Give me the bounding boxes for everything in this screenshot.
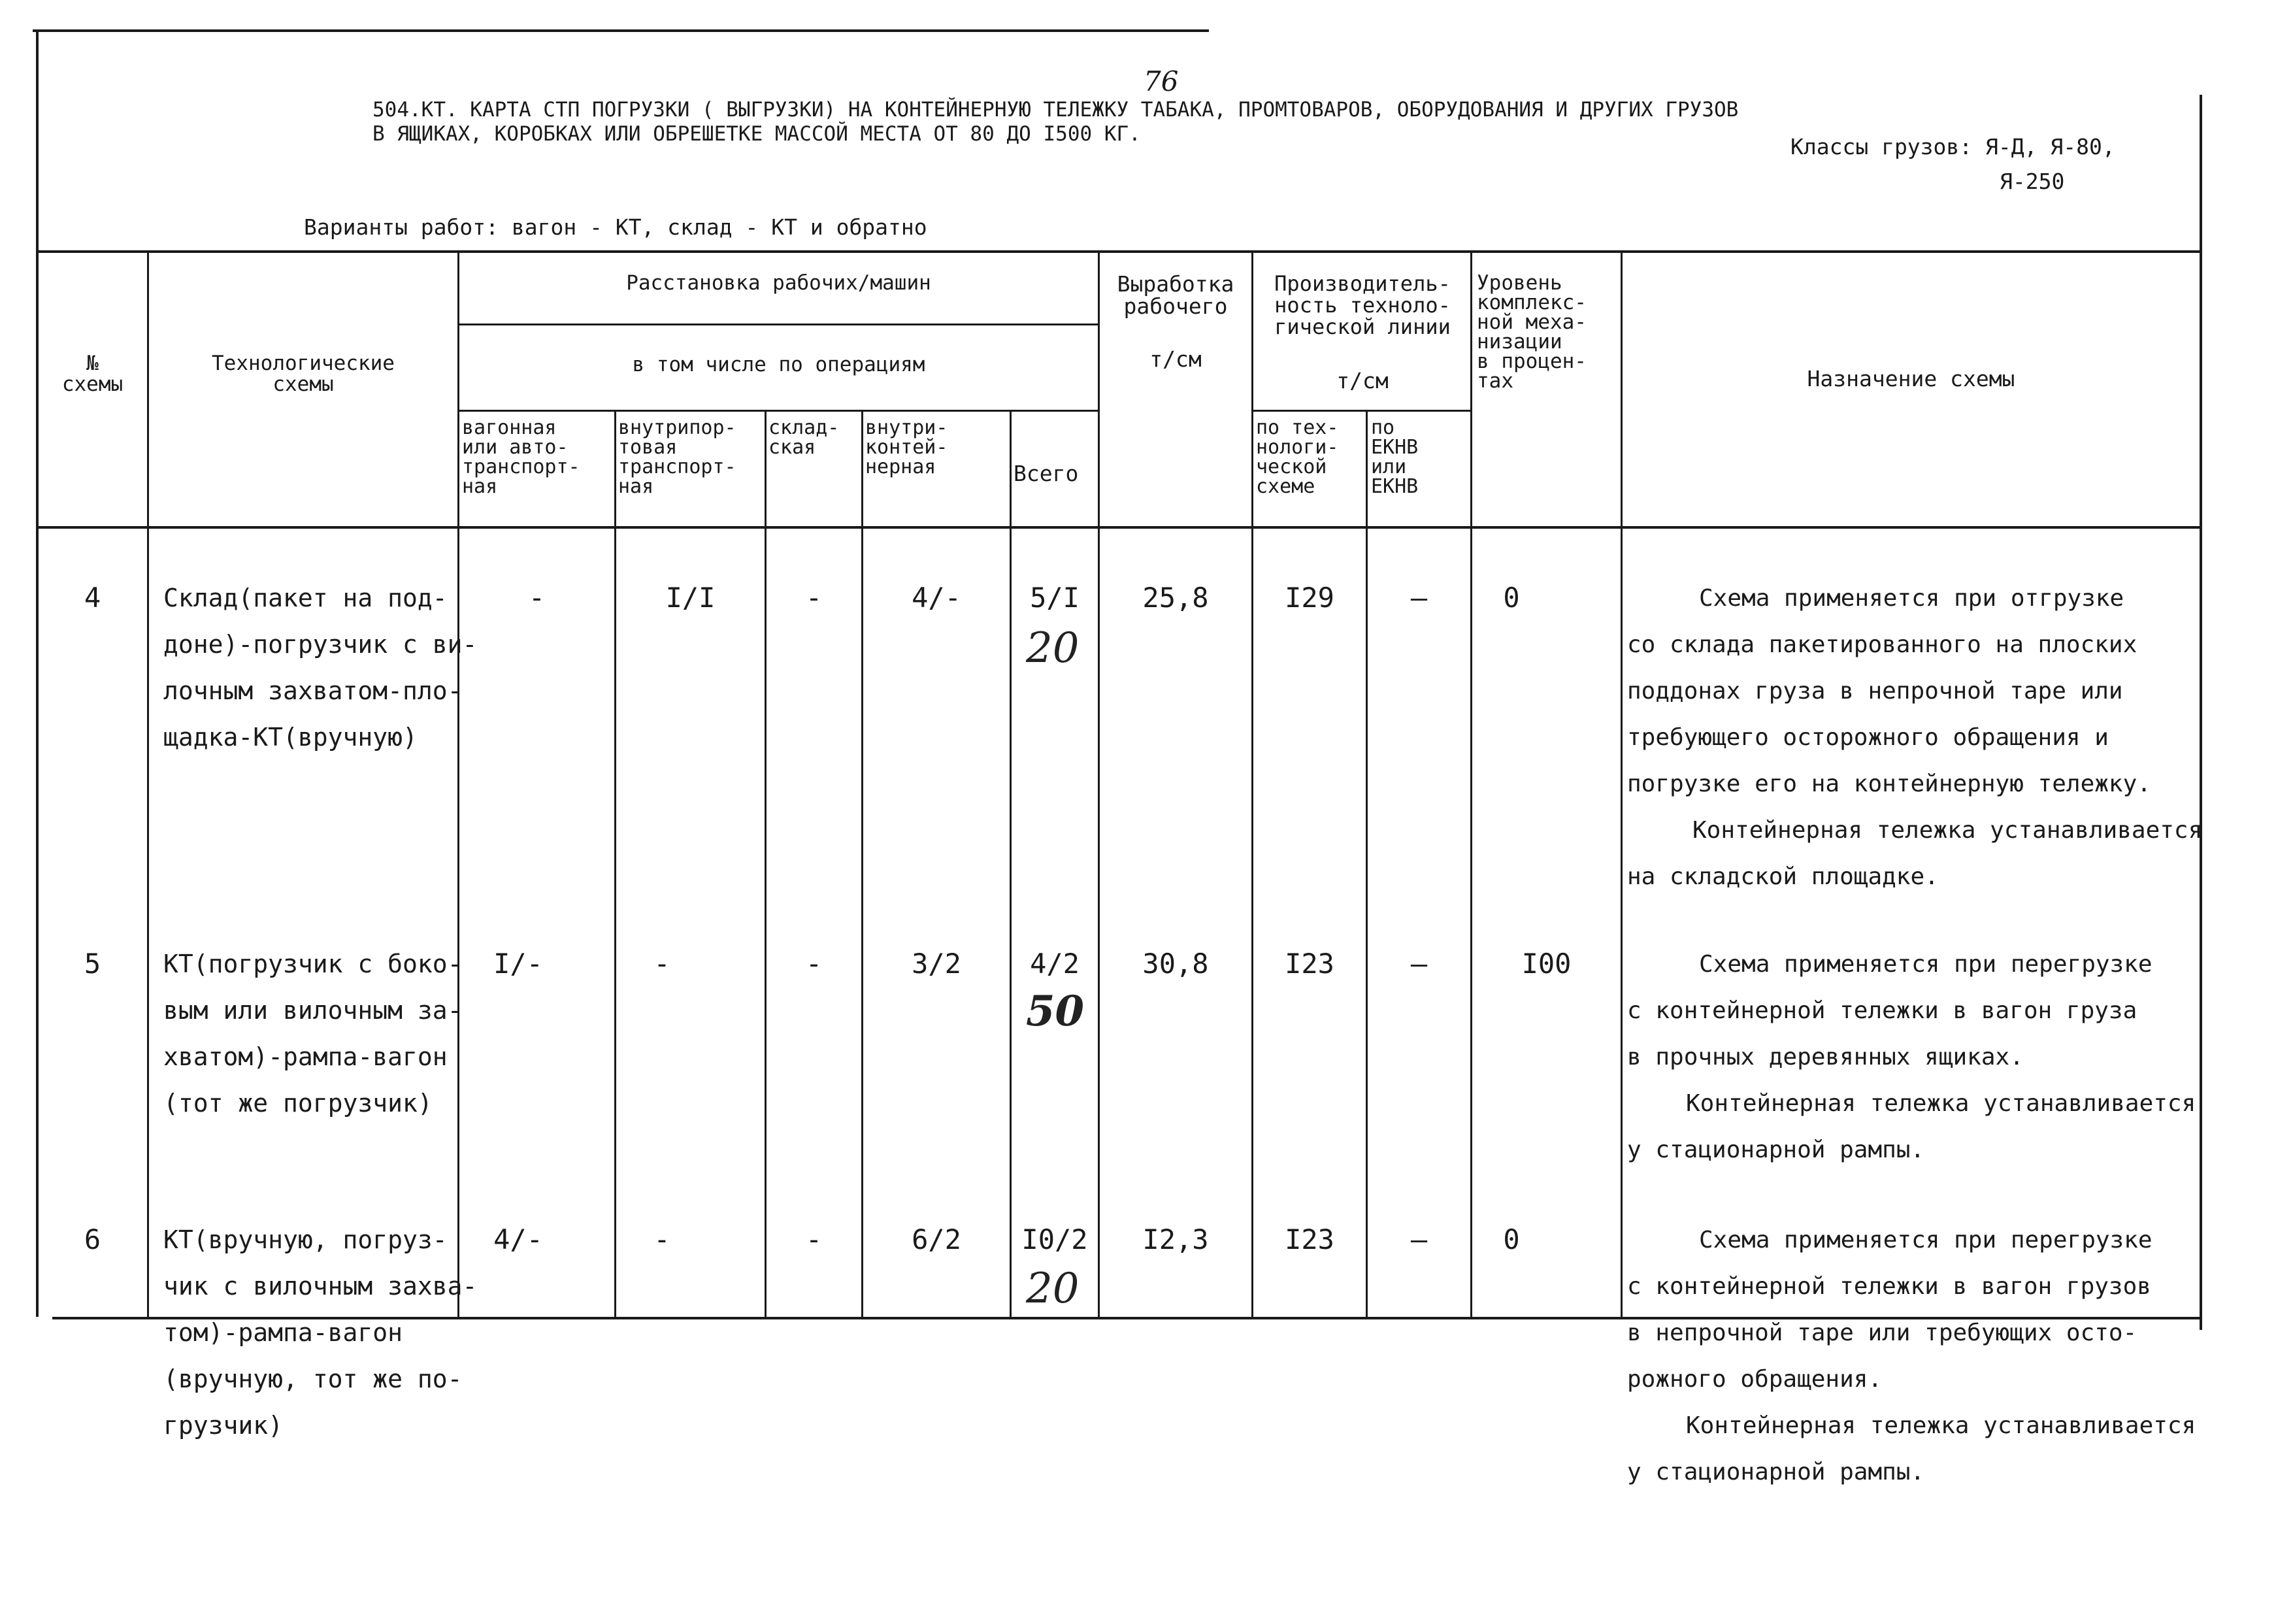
row-4-container: 4/- [912,582,961,614]
row-6-productivity: I23 [1285,1223,1334,1255]
row-6-container: 6/2 [912,1223,961,1255]
header-intraport: внутрипор- товая транспорт- ная [618,416,736,498]
cargo-classes-line-2: Я-250 [2000,169,2065,194]
header-container: внутри- контей- нерная [865,416,948,478]
header-output: Выработка рабочего [1117,271,1234,319]
row-5-handwritten-note: 50 [1026,987,1085,1036]
row-5-container: 3/2 [912,948,961,980]
row-4-num: 4 [84,582,101,614]
row-4-handwritten-note: 20 [1026,624,1080,672]
row-5-tech: КТ(погрузчик с боко- вым или вилочным за- хватом)-рампа-вагон (тот же погрузчик) [163,950,463,1118]
operations-underline [457,410,1098,412]
cargo-classes-line-1: Классы грузов: Я-Д, Я-80, [1790,134,2115,159]
row-4-tech: Склад(пакет на под- доне)-погрузчик с ви- лочным захватом-пло- щадка-КТ(вручную) [163,584,478,752]
row-5-total: 4/2 [1030,948,1080,980]
row-5-wagon: I/- [493,948,543,980]
row-6-total: I0/2 [1021,1223,1088,1255]
header-by-scheme: по тех- нологи- ческой схеме [1256,416,1339,498]
row-4-output: 25,8 [1142,582,1209,614]
header-bottom-line [36,526,2202,529]
row-6-num: 6 [84,1223,101,1255]
row-6-warehouse: - [805,1223,823,1255]
header-mechanization-level: Уровень комплекс- ной меха- низации в процен- тах [1477,271,1587,393]
row-5-mechanization: I00 [1521,948,1572,980]
productivity-underline [1251,410,1470,412]
col-line-5 [861,412,863,1317]
title-line-1: 504.КТ. КАРТА СТП ПОГРУЗКИ ( ВЫГРУЗКИ) НА КОНТЕЙНЕРНУЮ ТЕЛЕЖКУ ТАБАКА, ПРОМТОВАРОВ, ОБОРУДОВАНИЯ И ДРУГИХ ГРУЗОВ [372,98,1739,122]
col-line-4 [765,412,767,1317]
col-line-11 [1621,252,1623,1317]
col-line-10 [1470,252,1472,1317]
placement-underline [457,323,1098,325]
row-6-mechanization: 0 [1503,1223,1520,1255]
header-productivity-unit: т/см [1336,368,1389,393]
header-warehouse: склад- ская [768,416,840,459]
row-4-intraport: I/I [665,582,716,614]
row-4-wagon: - [528,582,546,614]
row-4-eknv: — [1410,582,1428,614]
row-4-total: 5/I [1030,582,1080,614]
col-line-2 [457,252,459,1317]
row-5-intraport: - [653,948,670,980]
col-line-7 [1098,252,1100,1317]
row-4-purpose: Схема применяется при отгрузке со склада пакетированного на плоских поддонах груза в непрочной таре или требующего осторожного обращения и погрузке его на контейнерную тележку. Контейнерная тележка устанавливается на складской площадке. [1627,585,2203,890]
col-line-3 [614,412,616,1317]
row-5-eknv: — [1410,948,1428,980]
header-num: № схемы [61,352,124,396]
row-6-intraport: - [653,1223,670,1255]
header-total: Всего [1014,461,1079,486]
header-wagon: вагонная или авто- транспорт- ная [462,416,580,498]
row-4-mechanization: 0 [1503,582,1520,614]
title-line-2: В ЯЩИКАХ, КОРОБКАХ ИЛИ ОБРЕШЕТКЕ МАССОЙ МЕСТА ОТ 80 ДО I500 КГ. [372,122,1141,146]
col-line-6 [1010,412,1012,1317]
row-4-warehouse: - [805,582,823,614]
row-6-tech: КТ(вручную, погруз- чик с вилочным захва- том)-рампа-вагон (вручную, тот же по- грузчик) [163,1225,478,1440]
row-6-purpose: Схема применяется при перегрузке с контейнерной тележки в вагон грузов в непрочной таре или требующих осто- рожного обращения. Контейнерная тележка устанавливается у стационарной рампы. [1627,1227,2196,1485]
row-5-productivity: I23 [1285,948,1334,980]
row-5-output: 30,8 [1142,948,1209,980]
row-5-warehouse: - [805,948,823,980]
col-line-9 [1366,412,1368,1317]
top-border-line [33,29,1209,32]
header-by-operations: в том числе по операциям [632,353,925,376]
row-5-num: 5 [84,948,101,980]
page-number: 76 [1144,65,1179,97]
col-line-8 [1251,252,1253,1317]
col-line-1 [147,252,149,1317]
row-5-purpose: Схема применяется при перегрузке с контейнерной тележки в вагон груза в прочных деревянных ящиках. Контейнерная тележка устанавливается у стационарной рампы. [1627,951,2196,1163]
header-top-line [36,250,2202,253]
header-productivity: Производитель- ность техноло- гической линии [1274,271,1451,339]
header-purpose: Назначение схемы [1807,366,2015,391]
row-6-handwritten-note: 20 [1026,1265,1080,1313]
header-by-eknv: по ЕКНВ или ЕКНВ [1371,416,1419,498]
header-tech-schemes: Технологические схемы [212,352,395,396]
row-6-eknv: — [1410,1223,1428,1255]
header-output-unit: т/см [1149,346,1202,372]
row-6-wagon: 4/- [493,1223,543,1255]
left-border-line [36,29,39,1317]
header-placement: Расстановка рабочих/машин [626,271,931,295]
work-variants: Варианты работ: вагон - КТ, склад - КТ и обратно [304,214,927,240]
row-6-output: I2,3 [1142,1223,1209,1255]
row-4-productivity: I29 [1285,582,1334,614]
